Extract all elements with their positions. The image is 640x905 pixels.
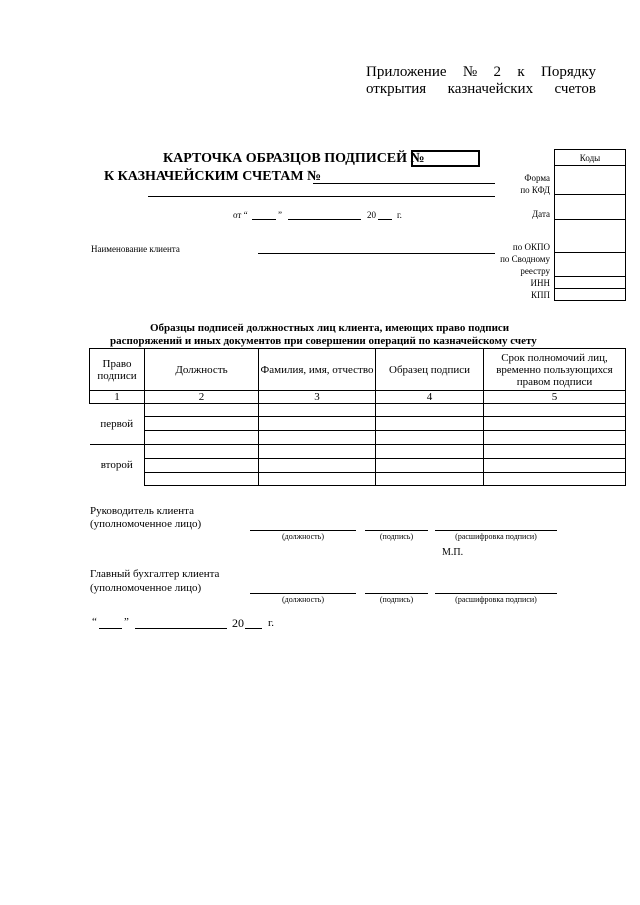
table-cell[interactable] xyxy=(259,445,376,459)
head-signature-caption: (подпись) xyxy=(379,532,414,541)
bottom-date-year-prefix: 20 xyxy=(232,616,244,630)
codes-label-svodnomu: по Сводному xyxy=(500,254,550,264)
header-term-of-authority: Срок полномочий лиц, временно пользующихся правом подписи xyxy=(484,349,626,391)
header-signature-sample: Образец подписи xyxy=(376,349,484,391)
appendix-word: казначейских xyxy=(447,81,534,97)
treasury-account-number-line[interactable] xyxy=(313,183,495,184)
row-label-second: второй xyxy=(90,445,145,486)
codes-label-reestru: реестру xyxy=(520,266,550,276)
table-number-row xyxy=(90,391,626,404)
table-cell[interactable] xyxy=(376,473,484,486)
column-number: 5 xyxy=(484,391,626,404)
stamp-placeholder: М.П. xyxy=(442,547,464,558)
table-cell[interactable] xyxy=(484,431,626,445)
table-cell[interactable] xyxy=(145,445,259,459)
table-cell[interactable] xyxy=(484,459,626,473)
head-decoding-line[interactable] xyxy=(435,530,557,531)
codes-header: Коды xyxy=(555,151,625,166)
bottom-date-month-line[interactable] xyxy=(135,628,227,629)
bottom-date-year-line[interactable] xyxy=(245,628,262,629)
accountant-label-1: Главный бухгалтер клиента xyxy=(90,568,220,580)
samples-heading-line-1: Образцы подписей должностных лиц клиента, имеющих право подписи xyxy=(150,322,510,334)
table-cell[interactable] xyxy=(259,404,376,417)
header-right: Право подписи xyxy=(90,349,145,391)
column-number: 1 xyxy=(90,391,145,404)
appendix-word: Порядку xyxy=(541,64,596,80)
appendix-word: открытия xyxy=(366,81,427,97)
table-cell[interactable] xyxy=(484,404,626,417)
codes-cell-svodnomu[interactable] xyxy=(555,253,625,277)
date-day-line[interactable] xyxy=(252,219,276,220)
bottom-date-day-line[interactable] xyxy=(99,628,122,629)
table-cell[interactable] xyxy=(376,431,484,445)
table-cell[interactable] xyxy=(145,417,259,431)
header-full-name: Фамилия, имя, отчество xyxy=(259,349,376,391)
table-cell[interactable] xyxy=(145,459,259,473)
codes-box xyxy=(554,149,626,301)
appendix-word: Приложение xyxy=(366,64,447,80)
appendix-word: 2 xyxy=(493,64,502,80)
table-row xyxy=(90,473,626,486)
codes-label-date: Дата xyxy=(532,209,550,219)
appendix-line-2 xyxy=(366,81,596,98)
accountant-position-line[interactable] xyxy=(250,593,356,594)
date-ot: от “ xyxy=(233,210,248,220)
bottom-date-close-quote: ” xyxy=(124,616,129,628)
codes-cell-kpp[interactable] xyxy=(555,289,625,300)
table-cell[interactable] xyxy=(376,459,484,473)
table-cell[interactable] xyxy=(376,445,484,459)
table-row xyxy=(90,431,626,445)
column-number: 4 xyxy=(376,391,484,404)
head-signature-line[interactable] xyxy=(365,530,428,531)
samples-heading-line-2: распоряжений и иных документов при совершении операций по казначейскому счету xyxy=(110,335,537,347)
table-cell[interactable] xyxy=(259,473,376,486)
date-close-quote: ” xyxy=(278,210,282,220)
codes-label-kfd: по КФД xyxy=(520,185,550,195)
bottom-date-g: г. xyxy=(268,617,275,629)
table-cell[interactable] xyxy=(484,445,626,459)
table-row xyxy=(90,459,626,473)
client-name-label: Наименование клиента xyxy=(91,244,180,254)
date-g: г. xyxy=(397,210,402,220)
column-number: 3 xyxy=(259,391,376,404)
date-year-line[interactable] xyxy=(378,219,392,220)
codes-label-okpo: по ОКПО xyxy=(512,242,550,252)
codes-cell-okpo[interactable] xyxy=(555,220,625,253)
table-cell[interactable] xyxy=(145,431,259,445)
signatures-table xyxy=(89,348,626,486)
appendix-word: к xyxy=(517,64,525,80)
codes-cell-date[interactable] xyxy=(555,195,625,220)
bottom-date-open-quote: “ xyxy=(92,616,97,628)
accountant-label-2: (уполномоченное лицо) xyxy=(90,582,202,594)
accountant-position-caption: (должность) xyxy=(282,595,324,604)
accountant-decoding-caption: (расшифровка подписи) xyxy=(455,595,537,604)
date-year-prefix: 20 xyxy=(367,210,376,220)
head-label-1: Руководитель клиента xyxy=(90,505,194,517)
codes-cell-inn[interactable] xyxy=(555,277,625,289)
table-cell[interactable] xyxy=(145,473,259,486)
card-title-line-1: КАРТОЧКА ОБРАЗЦОВ ПОДПИСЕЙ № xyxy=(163,151,425,166)
codes-cell-forma[interactable] xyxy=(555,166,625,195)
codes-label-inn: ИНН xyxy=(530,278,550,288)
table-cell[interactable] xyxy=(259,431,376,445)
head-label-2: (уполномоченное лицо) xyxy=(90,518,202,530)
table-row xyxy=(90,404,626,417)
codes-label-forma: Форма xyxy=(524,173,550,183)
head-position-caption: (должность) xyxy=(282,532,324,541)
codes-label-kpp: КПП xyxy=(530,290,550,300)
head-decoding-caption: (расшифровка подписи) xyxy=(455,532,537,541)
appendix-line-1 xyxy=(366,64,596,81)
table-cell[interactable] xyxy=(376,404,484,417)
card-number-box[interactable] xyxy=(411,150,480,167)
appendix-word: № xyxy=(462,64,478,80)
accountant-decoding-line[interactable] xyxy=(435,593,557,594)
header-position: Должность xyxy=(145,349,259,391)
table-cell[interactable] xyxy=(376,417,484,431)
table-cell[interactable] xyxy=(145,404,259,417)
date-month-line[interactable] xyxy=(288,219,361,220)
column-number: 2 xyxy=(145,391,259,404)
table-header-row xyxy=(90,349,626,391)
accountant-signature-caption: (подпись) xyxy=(379,595,414,604)
table-cell[interactable] xyxy=(259,459,376,473)
table-row xyxy=(90,445,626,459)
table-cell[interactable] xyxy=(484,473,626,486)
row-label-first: первой xyxy=(90,404,145,445)
card-title-line-2: К КАЗНАЧЕЙСКИМ СЧЕТАМ № xyxy=(104,169,322,184)
head-position-line[interactable] xyxy=(250,530,356,531)
appendix-word: счетов xyxy=(554,81,596,97)
title-extension-line xyxy=(148,196,495,197)
client-name-line[interactable] xyxy=(258,253,495,254)
table-row xyxy=(90,417,626,431)
table-cell[interactable] xyxy=(484,417,626,431)
table-cell[interactable] xyxy=(259,417,376,431)
accountant-signature-line[interactable] xyxy=(365,593,428,594)
